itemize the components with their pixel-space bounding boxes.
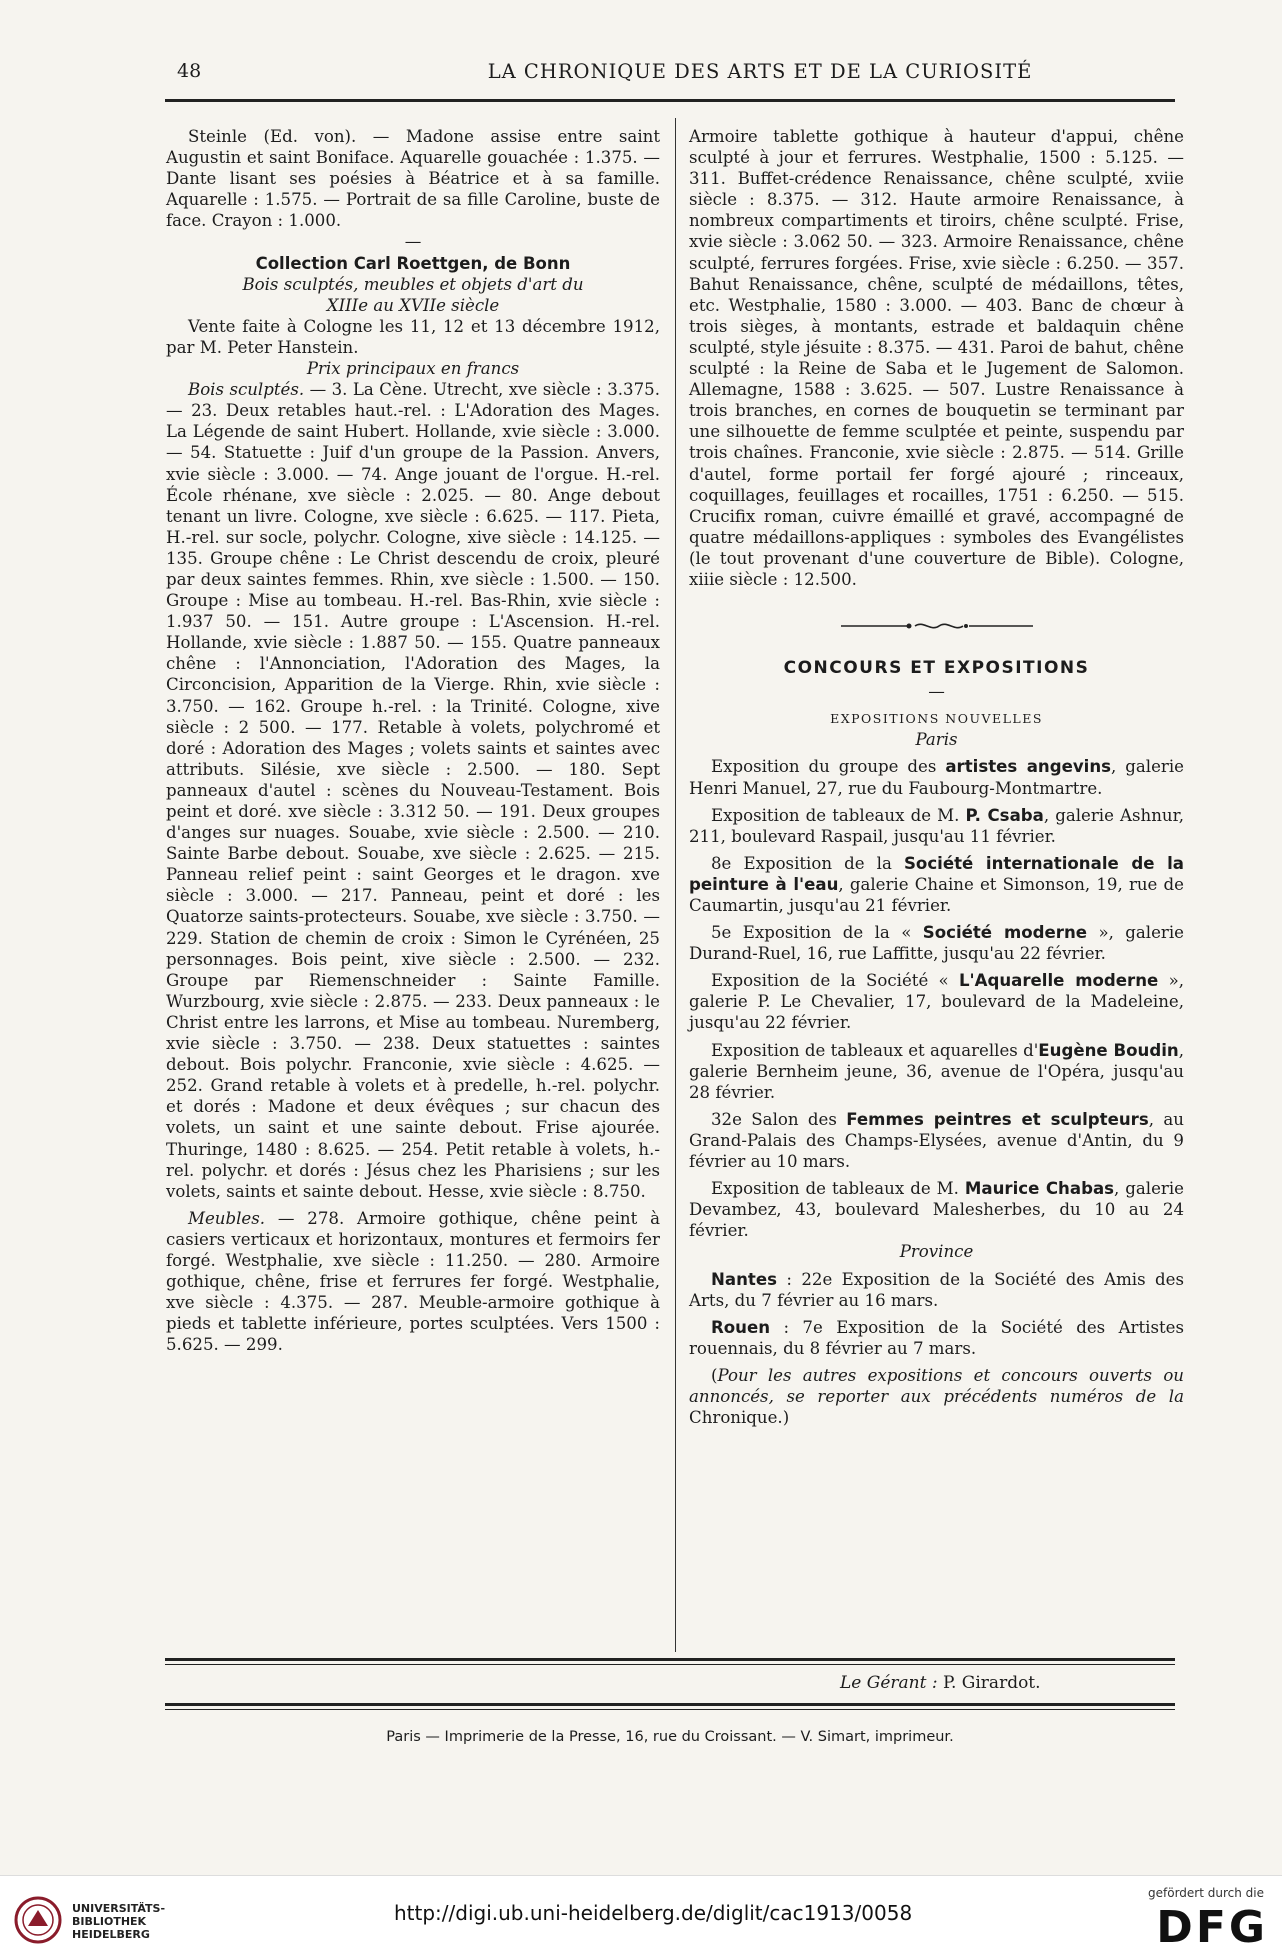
entry-text: Exposition de tableaux de M. — [711, 805, 966, 825]
ornament-divider — [837, 618, 1037, 634]
entry-city: Nantes — [711, 1269, 777, 1289]
entry-name: P. Csaba — [965, 805, 1044, 825]
entry-text: Exposition du groupe des — [711, 757, 946, 777]
exposition-entry — [689, 853, 1184, 916]
footer-rule-thin — [165, 1664, 1175, 1665]
gerant-label: Le Gérant : — [840, 1673, 943, 1693]
meubles-text: — 278. Armoire gothique, chêne peint à casiers verticaux et horizontaux, montures et fermoirs fer forgé. Westphalie, xve siècle : 11.250. — 280. Armoire gothique, chêne, frise et ferrures fer forgé. Westphalie, xve siècle : 4.375. — 287. Meuble-armoire gothique à pieds et tablette inférieure, portes sculptées. Vers 1500 : 5.625. — 299. — [166, 1208, 660, 1355]
section-separator: — — [928, 682, 945, 702]
entry-text: : 22e Exposition de la Société des Amis des Arts, du 7 février au 16 mars. — [689, 1269, 1184, 1310]
section-title: CONCOURS ET EXPOSITIONS — [783, 658, 1090, 679]
entry-text: , au Grand-Palais des Champs-Elysées, avenue d'Antin, du 9 février au 10 mars. — [689, 1109, 1184, 1172]
entry-text: Exposition de la Société « — [711, 971, 959, 991]
exposition-entry — [689, 970, 1184, 1033]
digitization-footer — [0, 1875, 1282, 1955]
running-title: LA CHRONIQUE DES ARTS ET DE LA CURIOSITÉ — [487, 60, 1033, 83]
entry-name: Maurice Chabas — [964, 1179, 1115, 1199]
entry-text: Exposition de tableaux de M. — [711, 1179, 965, 1199]
entry-text: », galerie P. Le Chevalier, 17, boulevard de la Madeleine, jusqu'au 22 février. — [689, 971, 1184, 1033]
header-rule — [165, 99, 1175, 102]
entry-text: , galerie Ashnur, 211, boulevard Raspail, jusqu'au 11 février. — [689, 805, 1184, 846]
meubles-label: Meubles. — [188, 1208, 266, 1228]
column-divider — [675, 118, 676, 1652]
page-header — [165, 60, 1175, 90]
library-name-line: UNIVERSITÄTS- — [72, 1902, 166, 1915]
entry-text: , galerie Devambez, 43, boulevard Malesherbes, du 10 au 24 février. — [689, 1179, 1184, 1241]
entry-text: , galerie Henri Manuel, 27, rue du Faubourg-Montmartre. — [689, 757, 1184, 798]
continuation-paragraph: Armoire tablette gothique à hauteur d'appui, chêne sculpté à jour et ferrures. Westphalie, 1500 : 5.125. — 311. Buffet-crédence Renaissance, chêne sculpté, xviie siècle : 8.375. — 312. Haute armoire Renaissance, à nombreux compartiments et tiroirs, chêne sculpté. Frise, xvie siècle : 3.062 50. — 323. Armoire Renaissance, chêne sculpté, ferrures forgées. Frise, xvie siècle : 6.250. — 357. Bahut Renaissance, chêne, sculpté de médaillons, têtes, etc. Westphalie, 1580 : 3.000. — 403. Banc de chœur à trois sièges, à montants, estrade et baldaquin chêne sculpté, style jésuite : 8.375. — 431. Paroi de bahut, chêne sculpté : la Reine de Saba et le Jugement de Salomon. Allemagne, 1588 : 3.625. — 507. Lustre Renaissance à trois branches, en cornes de bouquetin se terminant par une silhouette de femme sculptée et peinte, suspendu par trois chaînes. Franconie, xvie siècle : 2.875. — 514. Grille d'autel, forme portail fer forgé ajouré ; rinceaux, coquillages, feuillages et rocailles, 1751 : 6.250. — 515. Crucifix roman, cuivre émaillé et gravé, accompagné de quatre médaillons-appliques : symboles des Evangélistes (le tout provenant d'une couverture de Bible). Cologne, xiiie siècle : 12.500. — [689, 127, 1184, 589]
exposition-entry — [689, 1178, 1184, 1241]
entry-name: artistes angevins — [945, 757, 1112, 777]
collection-subtitle-line2: XIIIe au XVIIe siècle — [326, 295, 500, 315]
dfg-logo: DFG — [1156, 1902, 1268, 1953]
expositions-heading: EXPOSITIONS NOUVELLES — [830, 711, 1043, 727]
collection-title: Collection Carl Roettgen, de Bonn — [255, 253, 571, 273]
bois-label: Bois sculptés. — [188, 380, 305, 400]
library-name-line: BIBLIOTHEK — [72, 1915, 147, 1928]
library-name — [72, 1902, 165, 1941]
entry-text: 32e Salon des — [711, 1109, 847, 1129]
university-seal-icon — [14, 1896, 62, 1944]
entry-name: Société internationale de la peinture à l'eau — [689, 853, 1184, 894]
permalink-url[interactable]: http://digi.ub.uni-heidelberg.de/diglit/cac1913/0058 — [394, 1901, 913, 1925]
left-column — [166, 126, 660, 1355]
entry-text: », galerie Durand-Ruel, 16, rue Laffitte, jusqu'au 22 février. — [689, 923, 1184, 964]
printer-rule-thin — [165, 1709, 1175, 1710]
page-number: 48 — [177, 60, 202, 82]
exposition-entry — [689, 1040, 1184, 1103]
bois-text: — 3. La Cène. Utrecht, xve siècle : 3.375. — 23. Deux retables haut.-rel. : L'Adoration des Mages. La Légende de saint Hubert. Hollande, xvie siècle : 3.000. — 54. Statuette : Juif d'un groupe de la Passion. Anvers, xvie siècle : 3.000. — 74. Ange jouant de l'orgue. H.-rel. École rhénane, xve siècle : 2.025. — 80. Ange debout tenant un livre. Cologne, xve siècle : 6.625. — 117. Pieta, H.-rel. sur socle, polychr. Cologne, xive siècle : 14.125. — 135. Groupe chêne : Le Christ descendu de croix, pleuré par deux saintes femmes. Rhin, xve siècle : 1.500. — 150. Groupe : Mise au tombeau. H.-rel. Bas-Rhin, xvie siècle : 1.937 50. — 151. Autre groupe : L'Ascension. H.-rel. Hollande, xvie siècle : 1.887 50. — 155. Quatre panneaux chêne : l'Annonciation, l'Adoration des Mages, la Circoncision, Apparition de la Vierge. Rhin, xvie siècle : 3.750. — 162. Groupe h.-rel. : la Trinité. Cologne, xive siècle : 2 500. — 177. Retable à volets, polychromé et doré : Adoration des Mages ; volets saints et saintes avec attributs. Silésie, xve siècle : 2.500. — 180. Sept panneaux d'autel : scènes du Nouveau-Testament. Bois peint et doré. xve siècle : 3.312 50. — 191. Deux groupes d'anges sur nuages. Souabe, xvie siècle : 2.500. — 210. Sainte Barbe debout. Souabe, xve siècle : 2.625. — 215. Panneau relief peint : saint Georges et le dragon. xve siècle : 3.000. — 217. Panneau, peint et doré : les Quatorze saints-protecteurs. Souabe, xve siècle : 3.750. — 229. Station de chemin de croix : Simon le Cyrénéen, 25 personnages. Bois peint, xive siècle : 2.500. — 232. Groupe par Riemenschneider : Sainte Famille. Wurzbourg, xvie siècle : 2.875. — 233. Deux panneaux : le Christ entre les larrons, et Mise au tombeau. Nuremberg, xvie siècle : 3.750. — 238. Deux statuettes : saintes debout. Bois polychr. Franconie, xvie siècle : 4.625. — 252. Grand retable à volets et à predelle, h.-rel. polychr. et dorés : Madone et deux évêques ; sur chacun des volets, un saint et une sainte debout. Frise ajourée. Thuringe, 1480 : 8.625. — 254. Petit retable à volets, h.-rel. polychr. et dorés : Jésus chez les Pharisiens ; sur les volets, saints et sainte debout. Hesse, xvie siècle : 8.750. — [166, 380, 660, 1201]
province-entries — [689, 1269, 1184, 1359]
paris-heading: Paris — [915, 730, 958, 750]
collection-subtitle-line1: Bois sculptés, meubles et objets d'art du — [242, 274, 584, 294]
steinle-paragraph: Steinle (Ed. von). — Madone assise entre saint Augustin et saint Boniface. Aquarelle gouachée : 1.375. — Dante lisant ses poésies à Béatrice et à sa famille. Aquarelle : 1.575. — Portrait de sa fille Caroline, buste de face. Crayon : 1.000. — [166, 127, 660, 231]
exposition-entry — [689, 756, 1184, 798]
paris-entries — [689, 756, 1184, 1241]
prices-heading: Prix principaux en francs — [306, 359, 520, 379]
printer-imprint: Paris — Imprimerie de la Presse, 16, rue du Croissant. — V. Simart, imprimeur. — [386, 1729, 954, 1745]
gerant-signature — [840, 1673, 1041, 1693]
note-italic-text: Pour les autres expositions et concours ouverts ou annoncés, se reporter aux précédents numéros de la — [689, 1365, 1184, 1406]
closing-note — [689, 1365, 1184, 1428]
bois-sculptes-paragraph — [166, 379, 660, 1202]
meubles-paragraph — [166, 1208, 660, 1356]
province-heading: Province — [899, 1242, 974, 1262]
exposition-entry — [689, 1269, 1184, 1311]
entry-text: , galerie Chaine et Simonson, 19, rue de Caumartin, jusqu'au 21 février. — [689, 874, 1184, 915]
exposition-entry — [689, 1317, 1184, 1359]
note-text: Chronique.) — [689, 1408, 790, 1428]
exposition-entry — [689, 805, 1184, 847]
entry-city: Rouen — [711, 1317, 771, 1337]
right-column — [689, 126, 1184, 1428]
entry-name: L'Aquarelle moderne — [958, 971, 1159, 991]
funded-by-label: gefördert durch die — [1148, 1886, 1264, 1900]
entry-text: Exposition de tableaux et aquarelles d' — [711, 1040, 1039, 1060]
printer-rule-thick — [165, 1703, 1175, 1706]
entry-text: : 7e Exposition de la Société des Artistes rouennais, du 8 février au 7 mars. — [689, 1317, 1184, 1358]
exposition-entry — [689, 1109, 1184, 1172]
library-name-line: HEIDELBERG — [72, 1928, 150, 1941]
entry-text: 8e Exposition de la — [711, 853, 904, 873]
gerant-name: P. Girardot. — [942, 1673, 1041, 1693]
separator-dash: — — [404, 232, 422, 252]
entry-name: Eugène Boudin — [1038, 1040, 1179, 1060]
footer-rule-thick — [165, 1658, 1175, 1661]
entry-name: Société moderne — [922, 923, 1088, 943]
entry-text: 5e Exposition de la « — [711, 923, 923, 943]
entry-text: , galerie Bernheim jeune, 36, avenue de l'Opéra, jusqu'au 28 février. — [689, 1040, 1184, 1102]
note-text: ( — [711, 1365, 718, 1385]
exposition-entry — [689, 922, 1184, 964]
sale-info: Vente faite à Cologne les 11, 12 et 13 décembre 1912, par M. Peter Hanstein. — [166, 316, 660, 357]
entry-name: Femmes peintres et sculpteurs — [846, 1109, 1149, 1129]
